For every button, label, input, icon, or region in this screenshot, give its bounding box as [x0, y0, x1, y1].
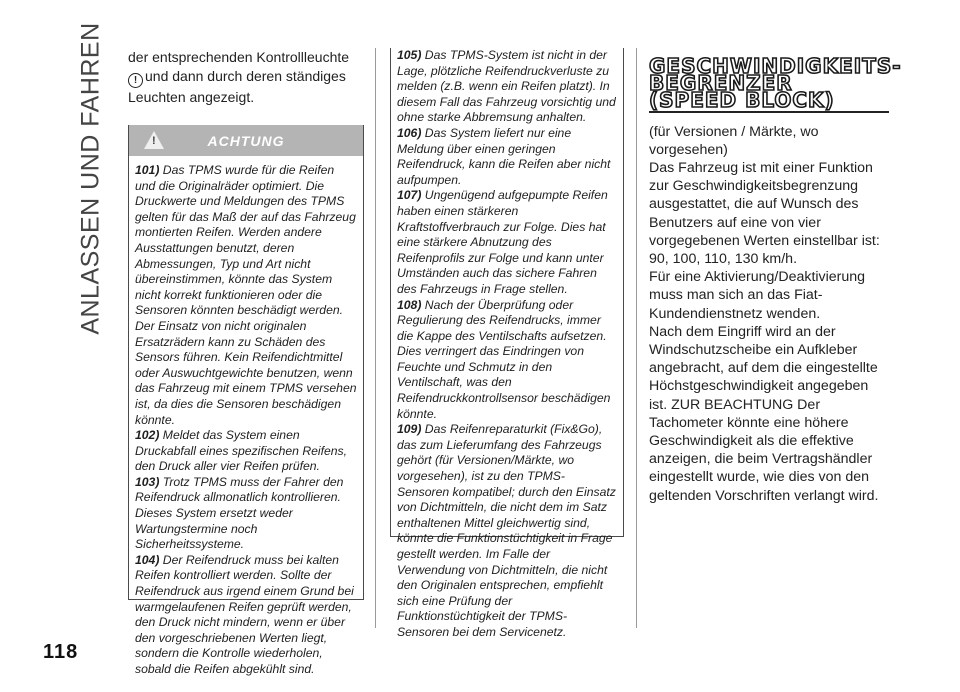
chapter-side-title	[71, 21, 111, 335]
section-paragraph: (für Versionen / Märkte, wo vorgesehen)	[649, 123, 819, 158]
note-107: 107) Ungenügend aufgepumpte Reifen haben einen stärkeren Kraftstoffverbrauch zur Folge. Dies hat eine stärkere Abnutzung des Reifenprofils zur Folge und kann unter Umständen auch das sichere Fahren des Fahrzeugs in Frage stellen.	[397, 188, 608, 296]
column-right	[649, 54, 902, 505]
note-106: 106) Das System liefert nur eine Meldung über einen geringen Reifendruck, kann die Reifen aber nicht aufpumpen.	[397, 125, 611, 187]
column-left	[128, 48, 363, 107]
note-108: 108) Nach der Überprüfung oder Regulierung des Reifendrucks, immer die Kappe des Ventilschafts aufsetzen. Dies verringert das Eindringen von Feuchte und Schmutz in den Ventilschaft, was den Reifendruckkontrollsensor beschädigen könnte.	[397, 297, 611, 421]
note-101: 101) Das TPMS wurde für die Reifen und die Originalräder optimiert. Die Druckwerte und Meldungen des TPMS gelten für das Maß der auf das Fahrzeug montierten Reifen. Werden andere Ausstattungen benutzt, deren Abmessungen, Typ und Art nicht übereinstimmen, könnte das System nicht korrekt funktionieren oder die Sensoren könnten beschädigt werden. Der Einsatz von nicht originalen Ersatzrädern kann zu Schäden des Sensors führen. Kein Reifendichtmittel oder Auswuchtgewichte benutzen, wenn das Fahrzeug mit einem TPMS versehen ist, da dies die Sensoren beschädigen könnte.	[135, 163, 357, 427]
note-105: 105) Das TPMS-System ist nicht in der Lage, plötzliche Reifendruckverluste zu melden (z.B. wenn ein Reifen platzt). In diesem Fall das Fahrzeug vorsichtig und ohne starke Abbremsung anhalten.	[397, 48, 616, 125]
warning-box	[128, 125, 364, 676]
warning-header: ! ACHTUNG	[129, 125, 363, 156]
warning-notes-left	[129, 156, 363, 678]
note-104: 104) Der Reifendruck muss bei kalten Reifen kontrolliert werden. Sollte der Reifendruck aus irgend einem Grund bei warmgelaufenen Reifen geprüft werden, den Druck nicht mindern, wenn er über den vorgeschriebenen Werten liegt, sondern die Kontrolle wiederholen, sobald die Reifen abgekühlt sind.	[135, 552, 354, 676]
warning-title: ACHTUNG	[207, 132, 285, 149]
intro-text: der entsprechenden Kontrollleuchte ! und dann durch deren ständiges Leuchten angezeigt.	[128, 49, 350, 105]
page-number: 118	[43, 641, 79, 663]
column-divider	[636, 48, 637, 628]
column-divider	[375, 48, 376, 628]
section-paragraph: Das Fahrzeug ist mit einer Funktion zur Geschwindigkeitsbegrenzung ausgestattet, die auf Wunsch des Benutzers auf eine von vier vorgegebenen Werten einstellbar ist: 90, 100, 110, 130 km/h.	[649, 159, 880, 267]
section-paragraph: Nach dem Eingriff wird an der Windschutzscheibe ein Aufkleber angebracht, auf dem die eingestellte Höchstgeschwindigkeit angegeben ist. ZUR BEACHTUNG Der Tachometer könnte eine höhere Geschwindigkeit als die effektive anzeigen, die beim Vertragshändler eingestellt wurde, wie dies von den geltenden Vorschriften verlangt wird.	[649, 323, 879, 504]
section-paragraph: Für eine Aktivierung/Deaktivierung muss man sich an das Fiat-Kundendienstnetz wenden.	[649, 269, 866, 322]
chapter-side-title-text: ANLASSEN UND FAHREN	[76, 21, 105, 335]
note-103: 103) Trotz TPMS muss der Fahrer den Reifendruck allmonatlich kontrollieren. Dieses System ersetzt weder Wartungstermine noch Sicherheitssysteme.	[135, 474, 344, 552]
note-109: 109) Das Reifenreparaturkit (Fix&Go), das zum Lieferumfang des Fahrzeugs gehört (für Versionen/Märkte, wo vorgesehen), ist zu den TPMS-Sensoren kompatibel; durch den Einsatz von Dichtmitteln, die nicht dem im Satz enthaltenen Mittel gleichwertig sind, könnte die Funktionstüchtigkeit in Frage gestellt werden. Im Falle der Verwendung von Dichtmitteln, die nicht den Originalen entsprechen, empfiehlt sich eine Prüfung der Funktionstüchtigkeit der TPMS-Sensoren bei dem Servicenetz.	[397, 422, 616, 639]
note-102: 102) Meldet das System einen Druckabfall eines spezifischen Reifens, den Druck aller vier Reifen prüfen.	[135, 428, 348, 474]
section-title: GESCHWINDIGKEITS- BEGRENZER (SPEED BLOCK)	[649, 54, 902, 112]
warning-circle-icon: !	[128, 73, 143, 88]
warning-box-continued	[390, 48, 624, 639]
